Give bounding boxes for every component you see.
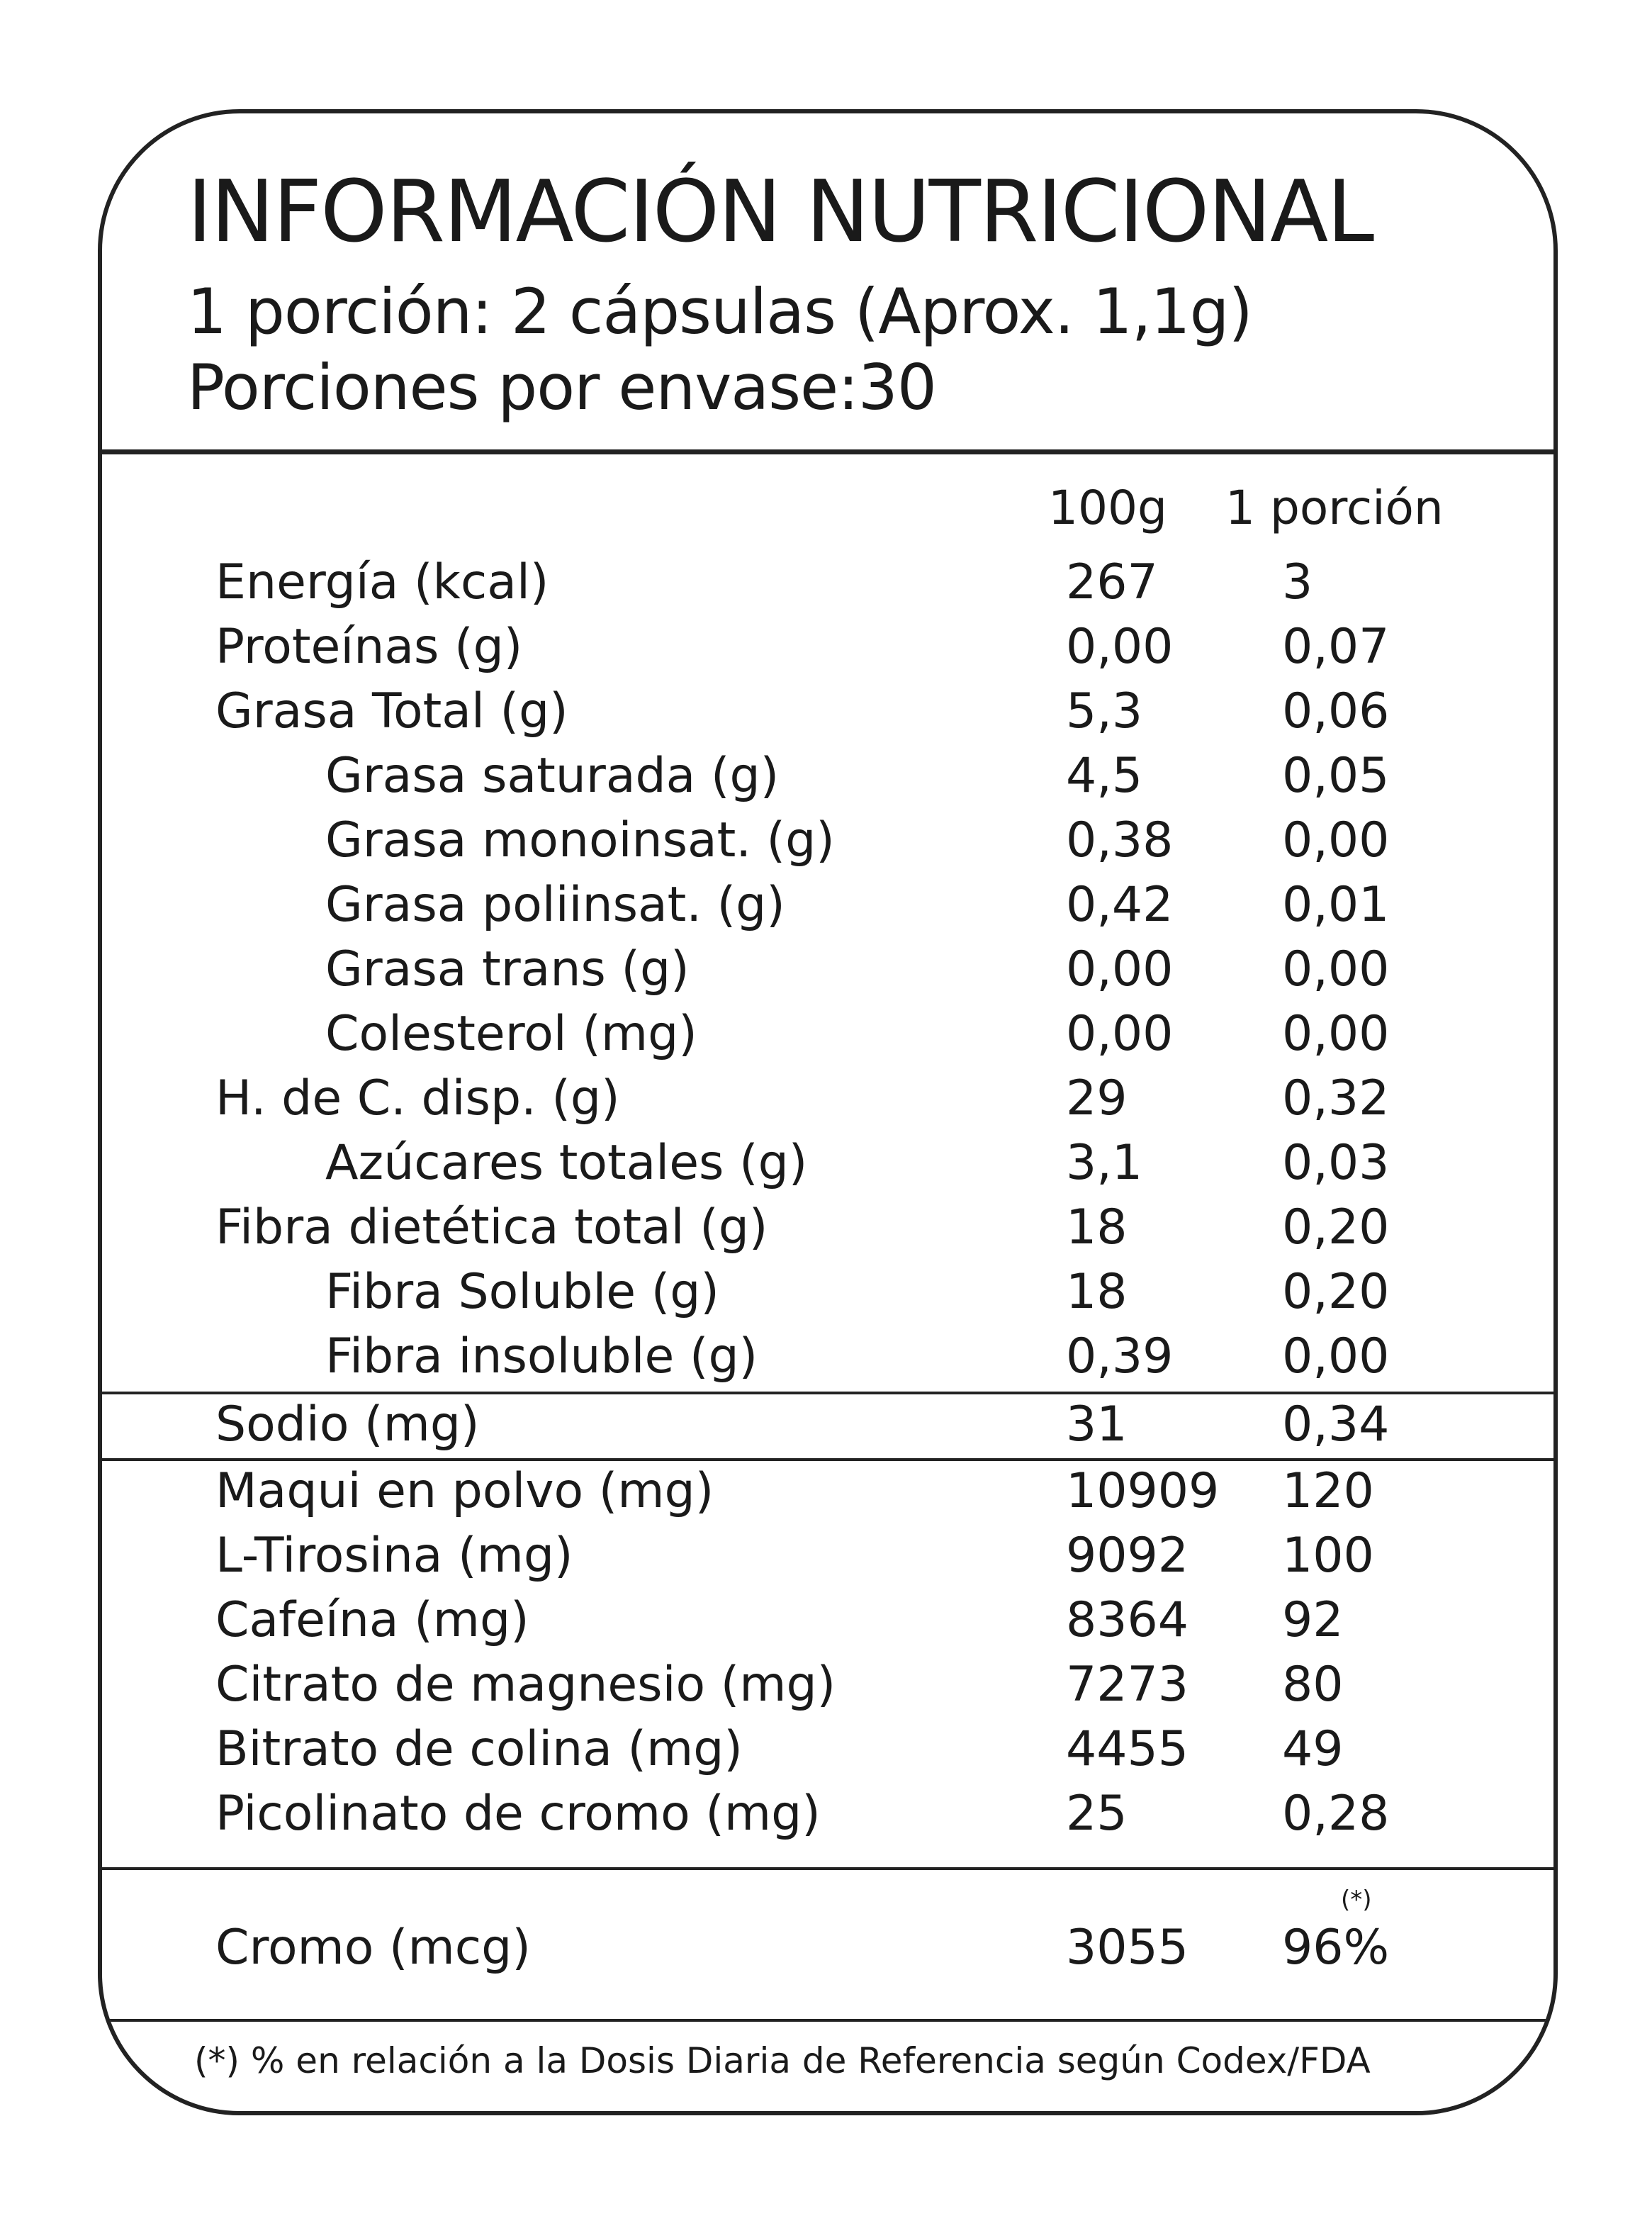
table-row — [102, 1328, 1553, 1394]
row-value-serving: 0,03 — [1282, 1135, 1390, 1191]
chromium-row — [102, 1920, 1553, 1985]
ingredient-row — [102, 1528, 1553, 1593]
row-value-100g: 3,1 — [1066, 1135, 1143, 1191]
row-value-serving: 0,34 — [1282, 1397, 1390, 1453]
row-value-100g: 5,3 — [1066, 683, 1143, 739]
divider — [102, 2019, 1553, 2022]
row-label: Maqui en polvo (mg) — [215, 1463, 714, 1519]
row-label: Citrato de magnesio (mg) — [215, 1657, 836, 1713]
row-label: Fibra dietética total (g) — [215, 1199, 768, 1255]
row-value-serving: 0,32 — [1282, 1070, 1390, 1126]
row-label: Energía (kcal) — [215, 554, 549, 610]
row-label: Grasa poliinsat. (g) — [325, 877, 785, 933]
header-divider — [102, 449, 1553, 454]
row-value-100g: 3055 — [1066, 1920, 1189, 1976]
row-value-serving: 0,28 — [1282, 1786, 1390, 1842]
row-label: Azúcares totales (g) — [325, 1135, 808, 1191]
row-value-100g: 4,5 — [1066, 748, 1143, 804]
ingredient-row — [102, 1463, 1553, 1528]
table-row — [102, 619, 1553, 684]
row-label: Cromo (mcg) — [215, 1920, 531, 1976]
row-value-100g: 7273 — [1066, 1657, 1189, 1713]
row-label: L-Tirosina (mg) — [215, 1528, 573, 1584]
row-value-100g: 18 — [1066, 1199, 1128, 1255]
row-value-100g: 4455 — [1066, 1721, 1189, 1777]
serving-size: 1 porción: 2 cápsulas (Aprox. 1,1g) — [187, 275, 1252, 348]
row-label: Grasa Total (g) — [215, 683, 568, 739]
row-label: Cafeína (mg) — [215, 1592, 529, 1648]
row-value-serving: 0,00 — [1282, 1006, 1390, 1062]
row-value-serving: 96% — [1282, 1920, 1390, 1976]
row-value-serving: 0,00 — [1282, 812, 1390, 868]
row-value-100g: 18 — [1066, 1264, 1128, 1320]
row-value-100g: 0,00 — [1066, 1006, 1174, 1062]
table-row — [102, 748, 1553, 813]
row-label: Fibra Soluble (g) — [325, 1264, 719, 1320]
row-value-serving: 0,05 — [1282, 748, 1390, 804]
row-value-serving: 80 — [1282, 1657, 1344, 1713]
table-row — [102, 1199, 1553, 1265]
row-label: Grasa saturada (g) — [325, 748, 780, 804]
row-value-serving: 0,06 — [1282, 683, 1390, 739]
row-label: Sodio (mg) — [215, 1397, 480, 1453]
sodium-row — [102, 1397, 1553, 1462]
column-header-serving: 1 porción — [1225, 481, 1444, 535]
row-value-serving: 0,20 — [1282, 1199, 1390, 1255]
row-label: Grasa trans (g) — [325, 941, 690, 997]
table-row — [102, 1264, 1553, 1329]
row-value-100g: 25 — [1066, 1786, 1128, 1842]
row-label: Grasa monoinsat. (g) — [325, 812, 835, 868]
panel-title: INFORMACIÓN NUTRICIONAL — [187, 163, 1373, 262]
divider — [102, 1458, 1553, 1461]
row-value-100g: 0,42 — [1066, 877, 1174, 933]
table-row — [102, 812, 1553, 878]
row-value-100g: 31 — [1066, 1397, 1128, 1453]
servings-per-container: Porciones por envase:30 — [187, 351, 936, 424]
table-row — [102, 941, 1553, 1007]
row-value-100g: 267 — [1066, 554, 1158, 610]
row-value-serving: 92 — [1282, 1592, 1344, 1648]
row-label: Bitrato de colina (mg) — [215, 1721, 743, 1777]
row-value-100g: 0,38 — [1066, 812, 1174, 868]
row-value-100g: 0,00 — [1066, 941, 1174, 997]
row-value-serving: 0,00 — [1282, 1328, 1390, 1384]
footnote: (*) % en relación a la Dosis Diaria de Referencia según Codex/FDA — [194, 2040, 1371, 2081]
row-value-100g: 0,00 — [1066, 619, 1174, 675]
ingredient-row — [102, 1592, 1553, 1657]
divider — [102, 1392, 1553, 1394]
row-value-100g: 0,39 — [1066, 1328, 1174, 1384]
row-label: Proteínas (g) — [215, 619, 523, 675]
table-row — [102, 1070, 1553, 1136]
footnote-marker: (*) — [1341, 1886, 1372, 1914]
table-row — [102, 1006, 1553, 1071]
row-value-serving: 100 — [1282, 1528, 1374, 1584]
row-value-serving: 0,00 — [1282, 941, 1390, 997]
divider — [102, 1867, 1553, 1870]
ingredient-row — [102, 1657, 1553, 1722]
row-value-100g: 29 — [1066, 1070, 1128, 1126]
nutrition-panel — [98, 109, 1558, 2115]
row-value-serving: 49 — [1282, 1721, 1344, 1777]
ingredient-row — [102, 1721, 1553, 1786]
row-value-serving: 0,01 — [1282, 877, 1390, 933]
row-value-serving: 3 — [1282, 554, 1313, 610]
row-value-serving: 0,07 — [1282, 619, 1390, 675]
row-label: Fibra insoluble (g) — [325, 1328, 758, 1384]
row-value-100g: 8364 — [1066, 1592, 1189, 1648]
row-label: H. de C. disp. (g) — [215, 1070, 620, 1126]
row-label: Picolinato de cromo (mg) — [215, 1786, 821, 1842]
row-label: Colesterol (mg) — [325, 1006, 697, 1062]
row-value-serving: 120 — [1282, 1463, 1374, 1519]
row-value-100g: 9092 — [1066, 1528, 1189, 1584]
table-row — [102, 554, 1553, 620]
column-header-100g: 100g — [1048, 481, 1167, 535]
row-value-100g: 10909 — [1066, 1463, 1220, 1519]
row-value-serving: 0,20 — [1282, 1264, 1390, 1320]
table-row — [102, 1135, 1553, 1200]
ingredient-row — [102, 1786, 1553, 1851]
table-row — [102, 683, 1553, 749]
table-row — [102, 877, 1553, 942]
